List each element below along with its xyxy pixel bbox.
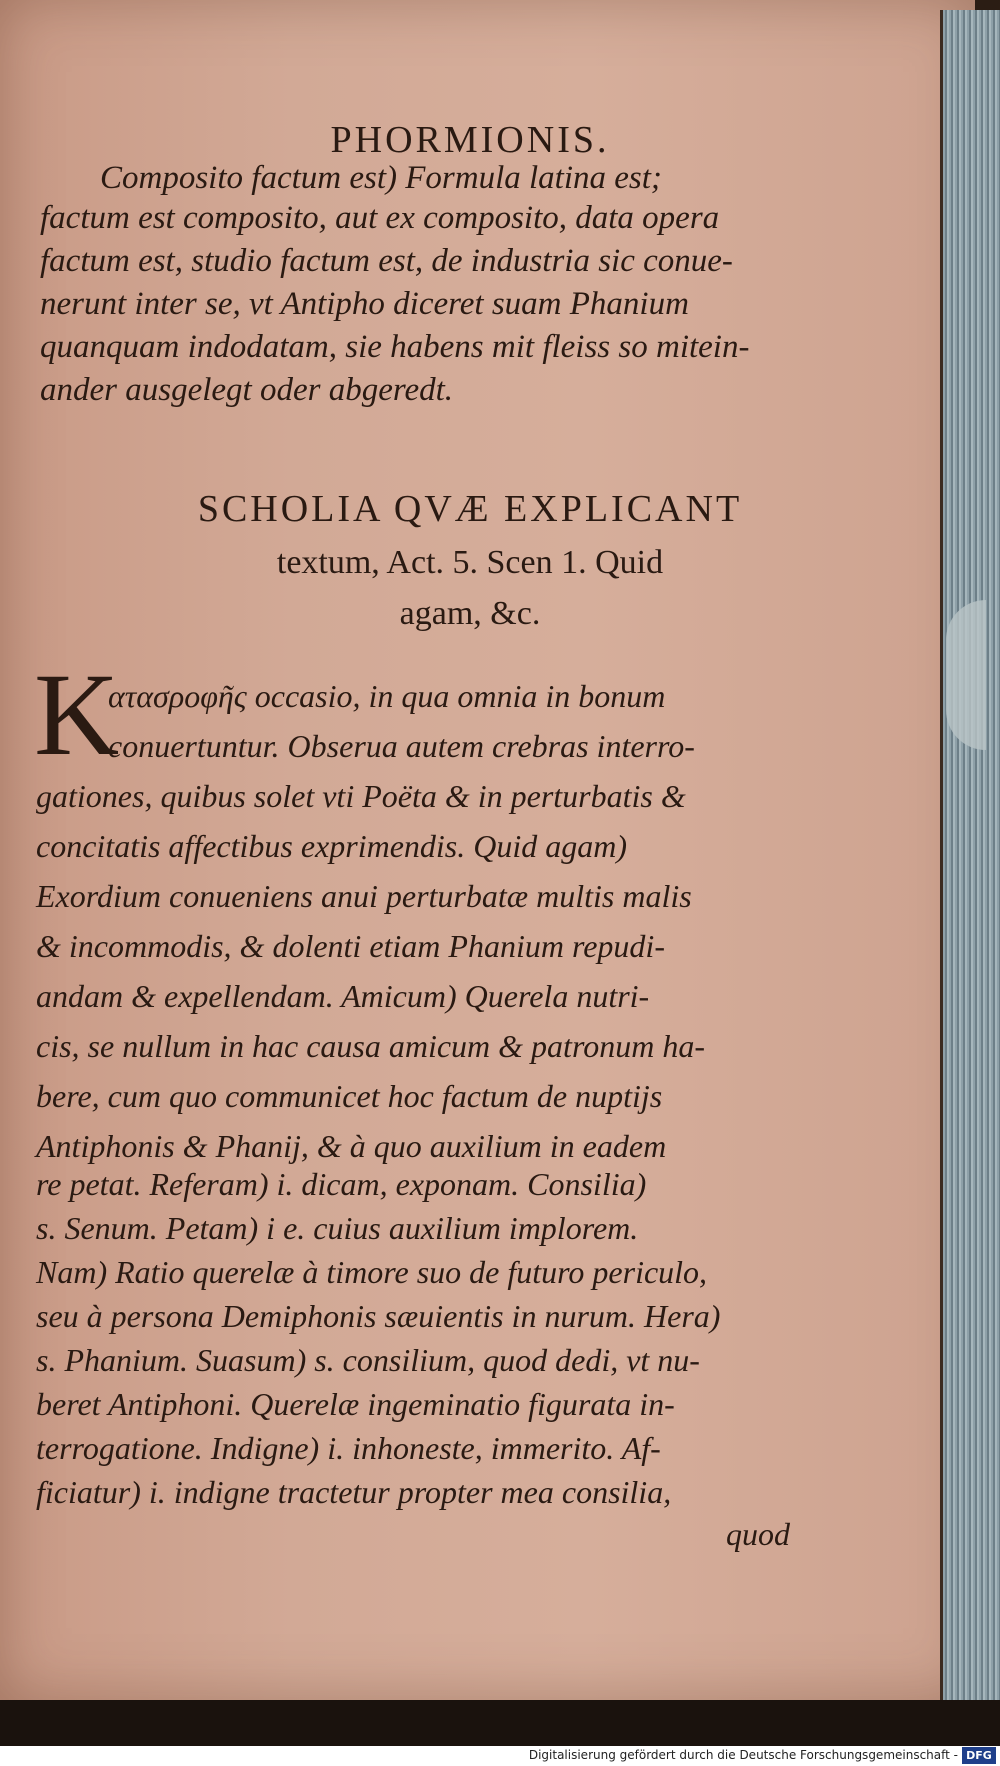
body-line: beret Antiphoni. Querelæ ingeminatio figurata in- xyxy=(36,1386,675,1422)
intro-line: ander ausgelegt oder abgeredt. xyxy=(40,372,454,408)
footer-bar xyxy=(0,1746,1000,1766)
body-line: terrogatione. Indigne) i. inhoneste, immerito. Af- xyxy=(36,1430,661,1466)
body-line: ατασροφῆς occasio, in qua omnia in bonum xyxy=(108,678,666,714)
intro-line: Composito factum est) Formula latina est; xyxy=(100,160,662,196)
body-line: conuertuntur. Obserua autem crebras interro- xyxy=(108,728,695,764)
body-line: seu à persona Demiphonis sæuientis in nurum. Hera) xyxy=(36,1298,721,1334)
body-line: Antiphonis & Phanij, & à quo auxilium in eadem xyxy=(36,1128,667,1164)
dfg-logo: DFG xyxy=(962,1747,996,1764)
body-line: s. Phanium. Suasum) s. consilium, quod dedi, vt nu- xyxy=(36,1342,700,1378)
section-subtitle: agam, &c. xyxy=(399,595,541,632)
scan-margin xyxy=(0,1700,1000,1746)
drop-initial: K xyxy=(34,649,120,780)
footer-credit: Digitalisierung gefördert durch die Deutsche Forschungsgemeinschaft - xyxy=(528,1748,958,1762)
body-line: bere, cum quo communicet hoc factum de nuptijs xyxy=(36,1078,663,1114)
body-line: & incommodis, & dolenti etiam Phanium repudi- xyxy=(36,928,665,964)
book-fore-edge xyxy=(940,10,1000,1700)
running-head: PHORMIONIS. xyxy=(330,119,610,161)
intro-line: factum est composito, aut ex composito, data opera xyxy=(40,200,720,236)
section-title: SCHOLIA QVÆ EXPLICANT xyxy=(197,488,743,530)
catchword: quod xyxy=(726,1516,790,1552)
intro-line: factum est, studio factum est, de industria sic conue- xyxy=(40,243,733,279)
body-line: Exordium conueniens anui perturbatæ multis malis xyxy=(36,878,692,914)
body-line: gationes, quibus solet vti Poëta & in perturbatis & xyxy=(36,778,686,814)
body-line: s. Senum. Petam) i e. cuius auxilium implorem. xyxy=(36,1210,639,1246)
section-subtitle: textum, Act. 5. Scen 1. Quid xyxy=(276,544,664,581)
body-line: andam & expellendam. Amicum) Querela nutri- xyxy=(36,978,650,1014)
body-line: re petat. Referam) i. dicam, exponam. Consilia) xyxy=(36,1166,647,1202)
intro-line: nerunt inter se, vt Antipho diceret suam Phanium xyxy=(40,286,689,322)
intro-line: quanquam indodatam, sie habens mit fleiss so mitein- xyxy=(40,329,750,365)
body-line: cis, se nullum in hac causa amicum & patronum ha- xyxy=(36,1028,705,1064)
body-line: Nam) Ratio querelæ à timore suo de futuro periculo, xyxy=(36,1254,708,1290)
body-line: ficiatur) i. indigne tractetur propter mea consilia, xyxy=(36,1474,672,1510)
page-tab xyxy=(946,600,986,750)
body-line: concitatis affectibus exprimendis. Quid agam) xyxy=(36,828,628,864)
